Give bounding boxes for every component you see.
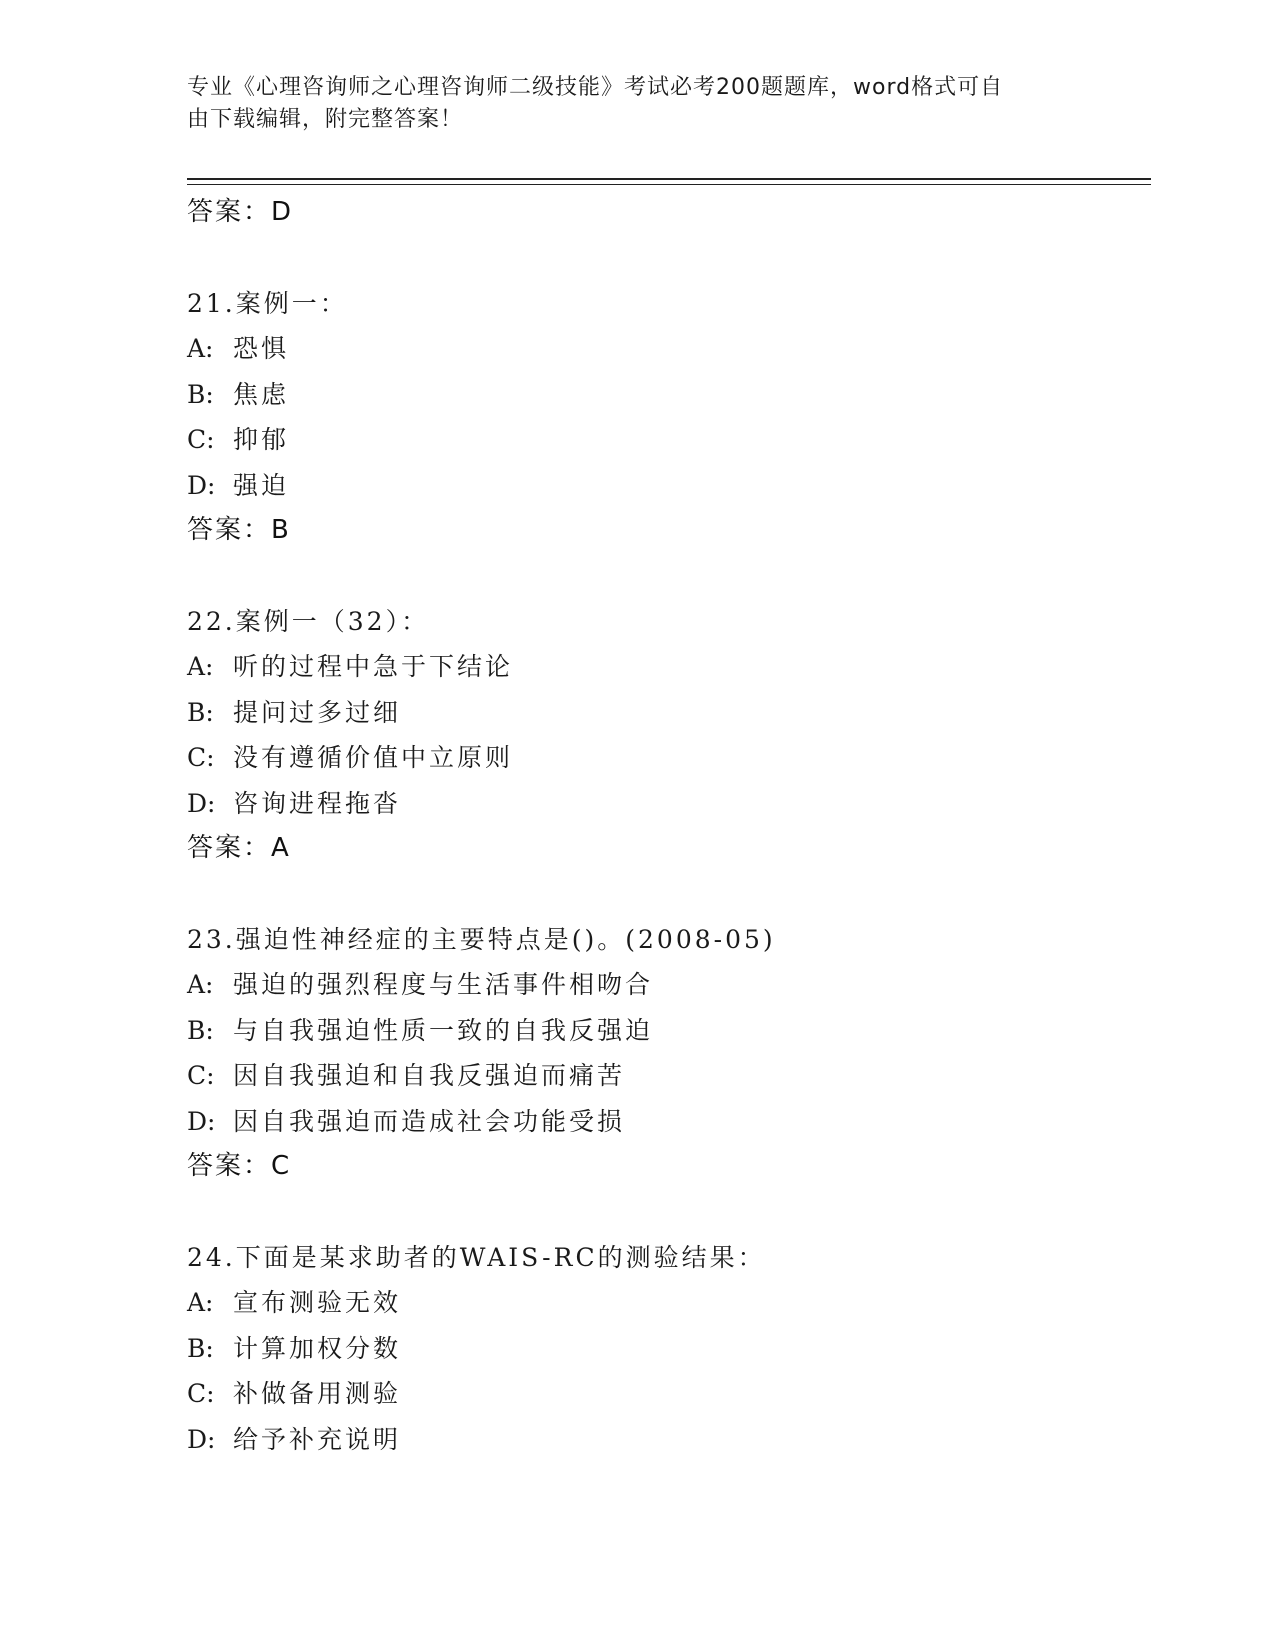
option-text: 因自我强迫而造成社会功能受损 [233, 1106, 626, 1136]
option-letter: C: [187, 743, 215, 772]
option-a [187, 962, 1137, 1008]
header-divider-thick [187, 178, 1151, 180]
option-letter: D: [187, 1106, 216, 1136]
option-text: 宣布测验无效 [233, 1288, 402, 1317]
option-text: 因自我强迫和自我反强迫而痛苦 [233, 1061, 626, 1090]
option-a [187, 644, 1137, 690]
option-d [187, 781, 1137, 827]
question-list [187, 190, 1137, 1462]
question-stem: 21.案例一： [187, 288, 348, 318]
option-text: 恐惧 [233, 334, 290, 363]
option-letter: C: [187, 1061, 215, 1090]
spacer [187, 1190, 1137, 1235]
option-text: 与自我强迫性质一致的自我反强迫 [233, 1015, 654, 1045]
option-b [187, 690, 1137, 736]
header-line-1: 专业《心理咨询师之心理咨询师二级技能》考试必考200题题库，word格式可自 [187, 75, 1004, 100]
option-c [187, 1053, 1137, 1099]
option-text: 抑郁 [233, 425, 290, 454]
option-text: 补做备用测验 [233, 1379, 402, 1408]
answer-line: 答案：C [187, 1151, 292, 1181]
answer-line: 答案：A [187, 833, 291, 863]
option-letter: D: [187, 1424, 216, 1454]
header-line-2: 由下载编辑，附完整答案！ [187, 107, 464, 132]
option-text: 焦虑 [233, 379, 290, 409]
option-letter: A: [187, 652, 214, 681]
option-letter: B: [187, 1015, 214, 1045]
spacer [187, 236, 1137, 281]
option-text: 提问过多过细 [233, 697, 402, 727]
option-d [187, 1417, 1137, 1463]
option-a [187, 1280, 1137, 1326]
spacer [187, 872, 1137, 917]
option-letter: D: [187, 788, 216, 818]
answer-line: 答案：B [187, 515, 291, 545]
option-letter: B: [187, 379, 214, 409]
option-a [187, 326, 1137, 372]
previous-answer: 答案：D [187, 197, 294, 227]
option-d [187, 463, 1137, 509]
option-c [187, 417, 1137, 463]
option-text: 听的过程中急于下结论 [233, 652, 514, 681]
option-text: 强迫的强烈程度与生活事件相吻合 [233, 970, 654, 999]
question-stem: 24.下面是某求助者的WAIS-RC的测验结果： [187, 1242, 766, 1272]
question-stem: 23.强迫性神经症的主要特点是()。(2008-05) [187, 924, 776, 954]
header-divider-thin [187, 184, 1151, 185]
option-text: 计算加权分数 [233, 1333, 402, 1363]
question-21 [187, 281, 1137, 554]
question-22 [187, 599, 1137, 872]
question-24 [187, 1235, 1137, 1463]
option-letter: B: [187, 697, 214, 727]
option-b [187, 1008, 1137, 1054]
question-23 [187, 917, 1137, 1190]
option-b [187, 372, 1137, 418]
option-b [187, 1326, 1137, 1372]
option-letter: C: [187, 1379, 215, 1408]
option-letter: D: [187, 470, 216, 500]
option-text: 咨询进程拖沓 [233, 788, 402, 818]
option-text: 没有遵循价值中立原则 [233, 743, 514, 772]
question-stem: 22.案例一（32）： [187, 606, 430, 636]
option-letter: A: [187, 1288, 214, 1317]
spacer [187, 554, 1137, 599]
option-d [187, 1099, 1137, 1145]
option-letter: B: [187, 1333, 214, 1363]
option-letter: C: [187, 425, 215, 454]
document-header [187, 72, 1067, 136]
option-letter: A: [187, 334, 214, 363]
option-letter: A: [187, 970, 214, 999]
option-text: 给予补充说明 [233, 1424, 402, 1454]
option-c [187, 735, 1137, 781]
option-text: 强迫 [233, 470, 290, 500]
option-c [187, 1371, 1137, 1417]
